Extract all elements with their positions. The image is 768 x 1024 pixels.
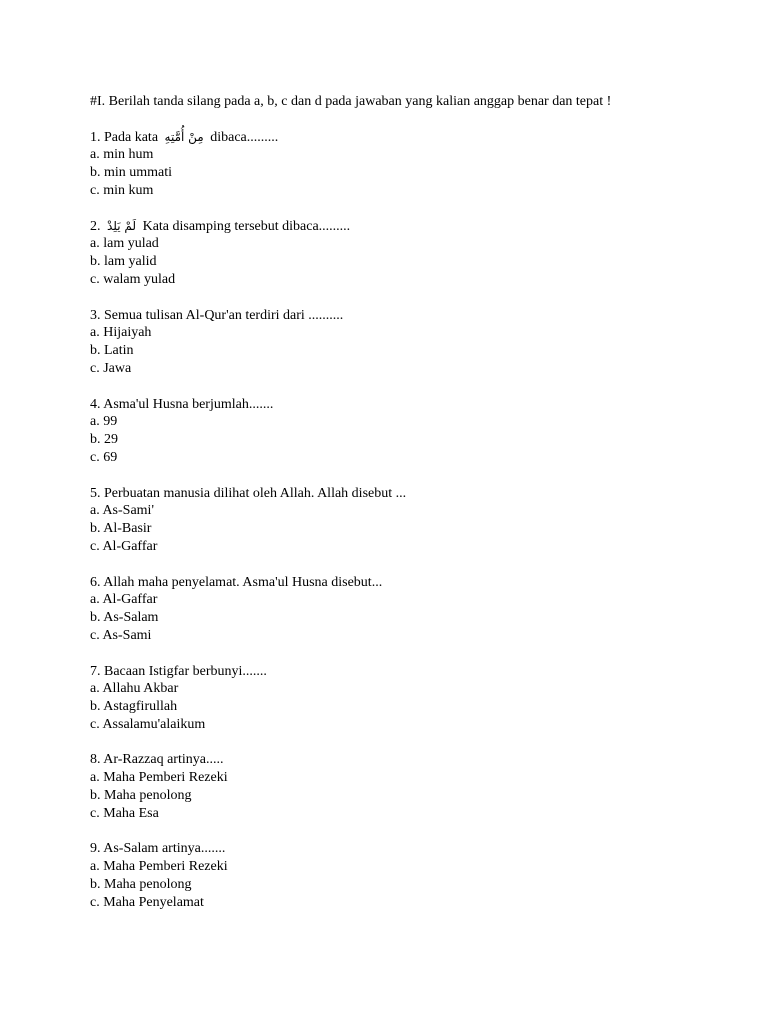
question-7 xyxy=(90,663,730,734)
question-number: 5. xyxy=(90,485,101,501)
option-c: c. Al-Gaffar xyxy=(90,538,158,554)
option-b: b. Astagfirullah xyxy=(90,699,178,715)
option-b: b. min ummati xyxy=(90,165,173,181)
option-a: a. 99 xyxy=(90,414,118,430)
question-8-stem xyxy=(90,751,730,769)
question-text-after: Kata disamping tersebut dibaca......... xyxy=(142,218,351,234)
question-4 xyxy=(90,396,730,467)
option-b: b. Al-Basir xyxy=(90,521,152,537)
question-5-stem xyxy=(90,485,730,503)
question-number: 9. xyxy=(90,841,101,857)
option-a: a. Allahu Akbar xyxy=(90,681,179,697)
arabic-word: مِنْ أُمَّتِهِ xyxy=(164,129,204,144)
question-2-stem xyxy=(90,218,730,236)
question-text: Allah maha penyelamat. Asma'ul Husna disebut... xyxy=(103,574,383,590)
question-text: Bacaan Istigfar berbunyi....... xyxy=(104,663,267,679)
option-c: c. 69 xyxy=(90,449,118,465)
instruction-text: #I. Berilah tanda silang pada a, b, c dan d pada jawaban yang kalian anggap benar dan tepat ! xyxy=(90,94,612,109)
option-b: b. 29 xyxy=(90,432,118,448)
question-8 xyxy=(90,751,730,822)
option-b: b. As-Salam xyxy=(90,610,159,626)
option-b: b. Maha penolong xyxy=(90,788,192,804)
option-c: c. walam yulad xyxy=(90,271,176,287)
question-number: 8. xyxy=(90,752,101,768)
option-a: a. lam yulad xyxy=(90,236,159,252)
question-number: 1. xyxy=(90,129,101,145)
question-number: 7. xyxy=(90,663,101,679)
option-a: a. Al-Gaffar xyxy=(90,592,158,608)
option-a: a. Maha Pemberi Rezeki xyxy=(90,770,228,786)
option-b: b. Latin xyxy=(90,343,134,359)
question-3-stem xyxy=(90,307,730,325)
option-c: c. Maha Esa xyxy=(90,805,159,821)
question-text: Ar-Razzaq artinya..... xyxy=(103,752,224,768)
option-c: c. Assalamu'alaikum xyxy=(90,716,206,732)
option-a: a. min hum xyxy=(90,147,154,163)
option-a: a. Maha Pemberi Rezeki xyxy=(90,859,228,875)
question-text: As-Salam artinya....... xyxy=(103,841,226,857)
question-3 xyxy=(90,307,730,378)
arabic-word: لَمْ يَلِدْ xyxy=(107,218,137,233)
question-text: Asma'ul Husna berjumlah....... xyxy=(103,396,274,412)
option-a: a. Hijaiyah xyxy=(90,325,152,341)
question-7-stem xyxy=(90,663,730,681)
question-9 xyxy=(90,840,730,911)
question-number: 6. xyxy=(90,574,101,590)
question-text: Perbuatan manusia dilihat oleh Allah. Allah disebut ... xyxy=(104,485,407,501)
question-2 xyxy=(90,218,730,289)
option-b: b. Maha penolong xyxy=(90,877,192,893)
option-c: c. min kum xyxy=(90,182,154,198)
question-text-before: Pada kata xyxy=(104,129,159,145)
question-1 xyxy=(90,129,730,200)
question-6-stem xyxy=(90,574,730,592)
option-c: c. Jawa xyxy=(90,360,132,376)
question-number: 4. xyxy=(90,396,101,412)
question-6 xyxy=(90,574,730,645)
question-5 xyxy=(90,485,730,556)
question-1-stem xyxy=(90,129,730,147)
option-c: c. As-Sami xyxy=(90,627,152,643)
question-text-after: dibaca......... xyxy=(210,129,279,145)
option-c: c. Maha Penyelamat xyxy=(90,894,204,910)
option-a: a. As-Sami' xyxy=(90,503,154,519)
question-4-stem xyxy=(90,396,730,414)
question-text: Semua tulisan Al-Qur'an terdiri dari .......... xyxy=(104,307,344,323)
question-number: 3. xyxy=(90,307,101,323)
option-b: b. lam yalid xyxy=(90,254,157,270)
question-9-stem xyxy=(90,840,730,858)
question-number: 2. xyxy=(90,218,101,234)
worksheet-page xyxy=(90,93,730,929)
